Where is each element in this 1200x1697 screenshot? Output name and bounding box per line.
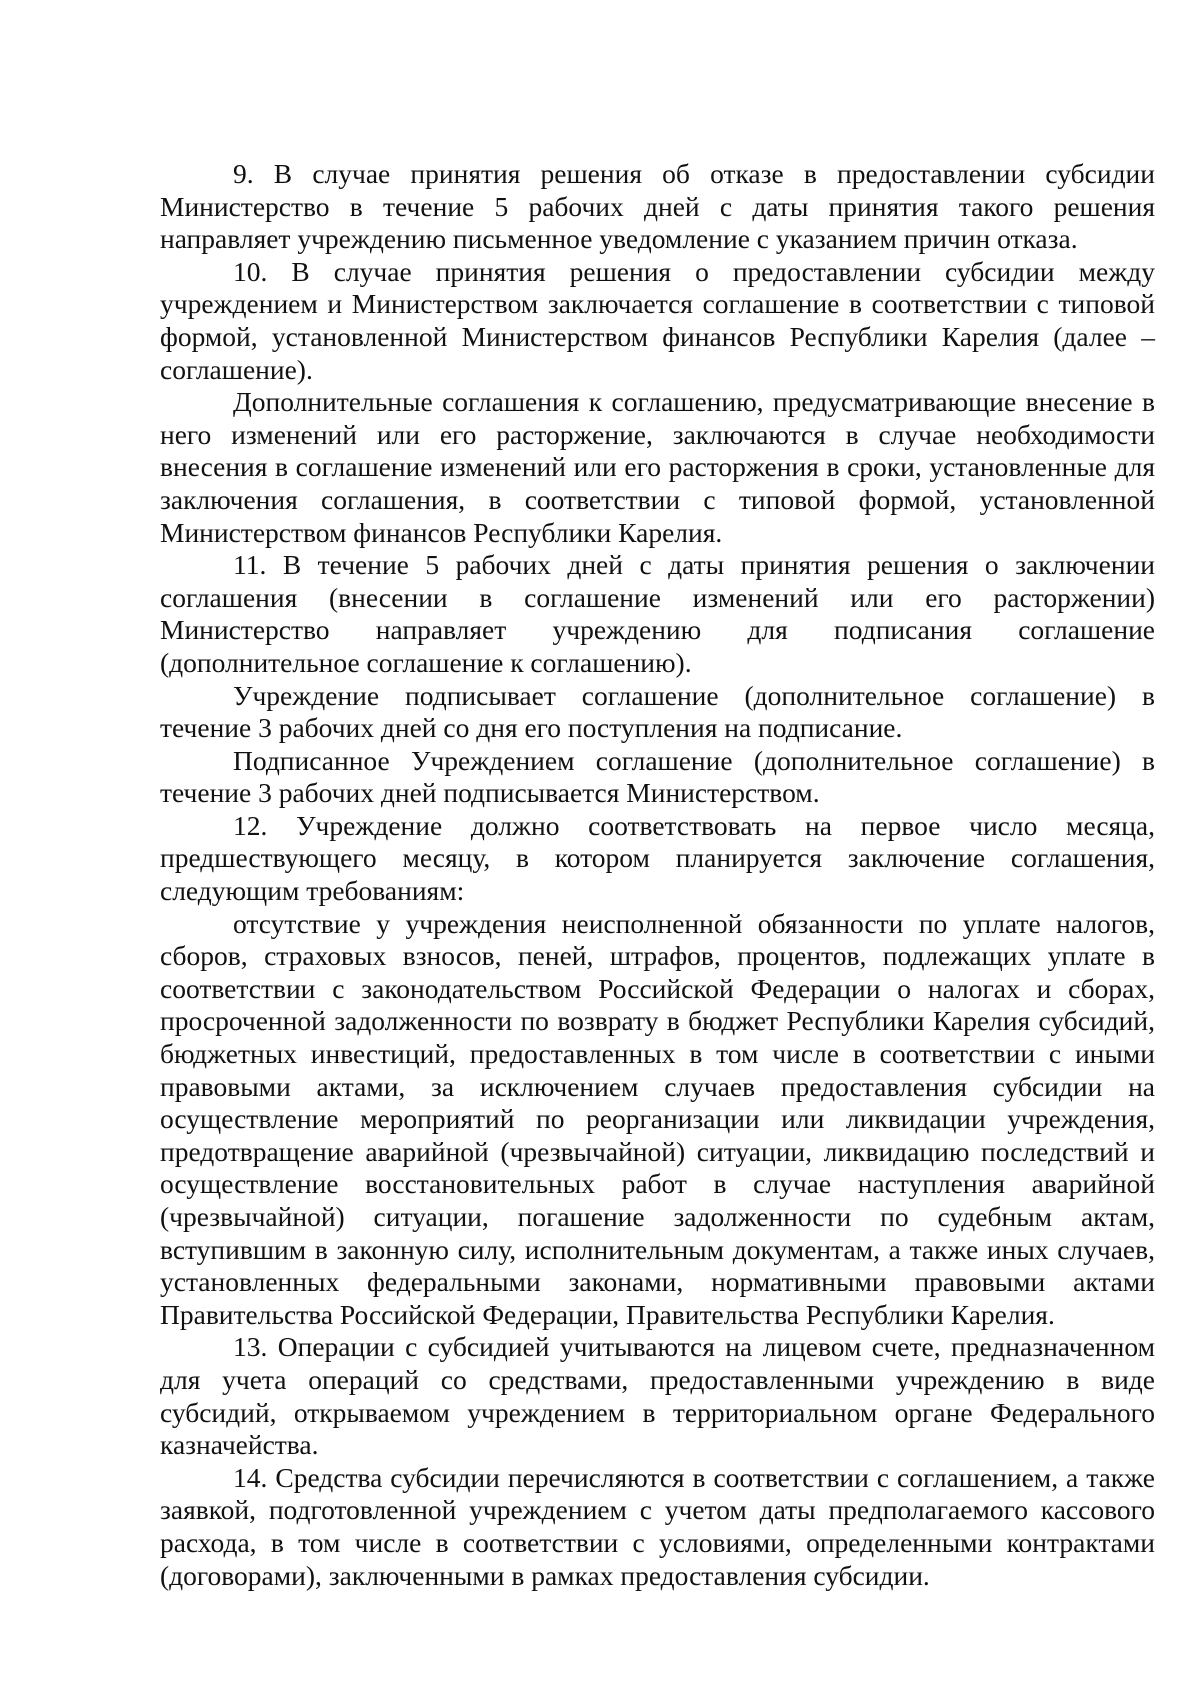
paragraph-9-refusal-notice: 9. В случае принятия решения об отказе в предоставлении субсидии Министерство в течение 5 рабочих дней с даты принятия такого решения направляет учреждению письменное уведомление с указанием причин отказа. [160, 158, 1155, 255]
paragraph-11-agreement-sending: 11. В течение 5 рабочих дней с даты принятия решения о заключении соглашения (внесении в соглашение изменений или его расторжении) Министерство направляет учреждению для подписания соглашение (дополнительное соглашение к соглашению). [160, 549, 1155, 678]
paragraph-additional-agreements: Дополнительные соглашения к соглашению, предусматривающие внесение в него изменений или его расторжение, заключаются в случае необходимости внесения в соглашение изменений или его расторжения в сроки, установленные для заключения соглашения, в соответствии с типовой формой, установленной Министерством финансов Республики Карелия. [160, 386, 1155, 548]
paragraph-14-transfer: 14. Средства субсидии перечисляются в соответствии с соглашением, а также заявкой, подготовленной учреждением с учетом даты предполагаемого кассового расхода, в том числе в соответствии с условиями, определенными контрактами (договорами), заключенными в рамках предоставления субсидии. [160, 1461, 1155, 1591]
paragraph-10-agreement: 10. В случае принятия решения о предоставлении субсидии между учреждением и Министерством заключается соглашение в соответствии с типовой формой, установленной Министерством финансов Республики Карелия (далее – соглашение). [160, 255, 1155, 385]
document-page [160, 158, 1155, 1592]
paragraph-institution-signs: Учреждение подписывает соглашение (дополнительное соглашение) в течение 3 рабочих дней со дня его поступления на подписание. [160, 679, 1155, 744]
paragraph-12-requirements: 12. Учреждение должно соответствовать на первое число месяца, предшествующего месяцу, в котором планируется заключение соглашения, следующим требованиям: [160, 809, 1155, 907]
paragraph-13-operations: 13. Операции с субсидией учитываются на лицевом счете, предназначенном для учета операций со средствами, предоставленными учреждению в виде субсидий, открываемом учреждением в территориальном органе Федерального казначейства. [160, 1331, 1155, 1461]
paragraph-requirement-no-debts: отсутствие у учреждения неисполненной обязанности по уплате налогов, сборов, страховых взносов, пеней, штрафов, процентов, подлежащих уплате в соответствии с законодательством Российской Федерации о налогах и сборах, просроченной задолженности по возврату в бюджет Республики Карелия субсидий, бюджетных инвестиций, предоставленных в том числе в соответствии с иными правовыми актами, за исключением случаев предоставления субсидии на осуществление мероприятий по реорганизации или ликвидации учреждения, предотвращение аварийной (чрезвычайной) ситуации, ликвидацию последствий и осуществление восстановительных работ в случае наступления аварийной (чрезвычайной) ситуации, погашение задолженности по судебным актам, вступившим в законную силу, исполнительным документам, а также иных случаев, установленных федеральными законами, нормативными правовыми актами Правительства Российской Федерации, Правительства Республики Карелия. [160, 907, 1155, 1330]
paragraph-ministry-signs: Подписанное Учреждением соглашение (дополнительное соглашение) в течение 3 рабочих дней подписывается Министерством. [160, 744, 1155, 809]
